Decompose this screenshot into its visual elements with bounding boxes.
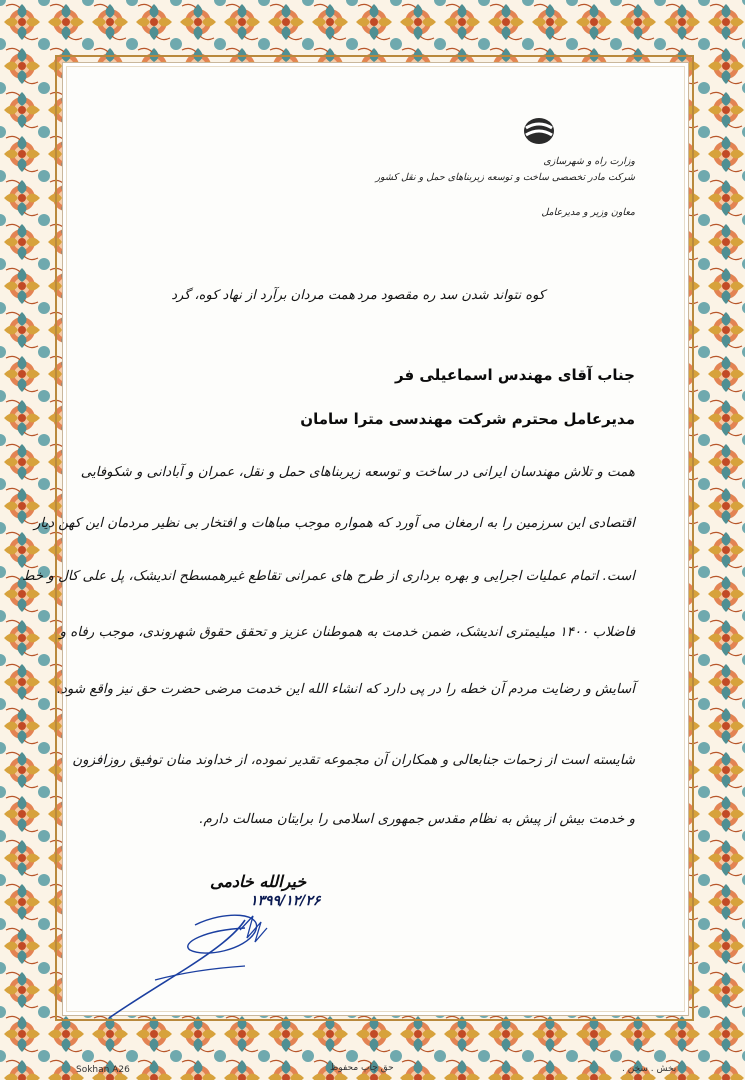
- body-line-5: آسایش و رضایت مردم آن خطه را در پی دارد که انشاء الله این خدمت مرضی حضرت حق نیز واقع شود.: [56, 682, 635, 697]
- company-name: شرکت مادر تخصصی ساخت و توسعه زیربناهای حمل و نقل کشور: [375, 172, 635, 183]
- certificate-paper: [22, 62, 689, 1016]
- signature-date: ۱۳۹۹/۱۲/۲۶: [250, 893, 321, 909]
- body-line-4: فاضلاب ۱۴۰۰ میلیمتری اندیشک، ضمن خدمت به هموطنان عزیز و تحقق حقوق شهروندی، موجب رفاه و: [59, 625, 635, 640]
- body-line-6: شایسته است از زحمات جنابعالی و همکاران آن مجموعه تقدیر نموده، از خداوند منان توفیق روزافزون: [72, 753, 635, 768]
- handwritten-signature: [95, 880, 355, 1030]
- body-line-1: همت و تلاش مهندسان ایرانی در ساخت و توسعه زیربناهای حمل و نقل، عمران و آبادانی و شکوفایی: [80, 465, 635, 480]
- body-line-7: و خدمت بیش از پیش به نظام مقدس جمهوری اسلامی را برایتان مسالت دارم.: [199, 812, 635, 827]
- footer-copyright: حق چاپ محفوظ: [330, 1063, 394, 1073]
- body-line-3: است. اتمام عملیات اجرایی و بهره برداری از طرح های عمرانی تقاطع غیرهمسطح اندیشک، پل علی کال و خط: [22, 569, 635, 584]
- office-title: معاون وزیر و مدیرعامل: [541, 207, 635, 218]
- addressee-title: مدیرعامل محترم شرکت مهندسی مترا سامان: [300, 410, 635, 428]
- footer-code: Sokhan A26: [76, 1065, 130, 1075]
- poem-verse-right: همت مردان برآرد از نهاد کوه، گرد: [171, 288, 355, 303]
- footer-publisher: بخش . سخن .: [622, 1064, 677, 1074]
- signatory-name: خیرالله خادمی: [210, 872, 307, 891]
- ministry-logo-icon: [522, 116, 556, 146]
- addressee-name: جناب آقای مهندس اسماعیلی فر: [395, 366, 635, 384]
- ministry-name: وزارت راه و شهرسازی: [543, 156, 635, 167]
- body-line-2: اقتصادی این سرزمین را به ارمغان می آورد که همواره موجب مباهات و افتخار بی نظیر مردمان این کهن دیار: [33, 516, 635, 531]
- poem-verse-left: کوه نتواند شدن سد ره مقصود مرد: [356, 288, 545, 303]
